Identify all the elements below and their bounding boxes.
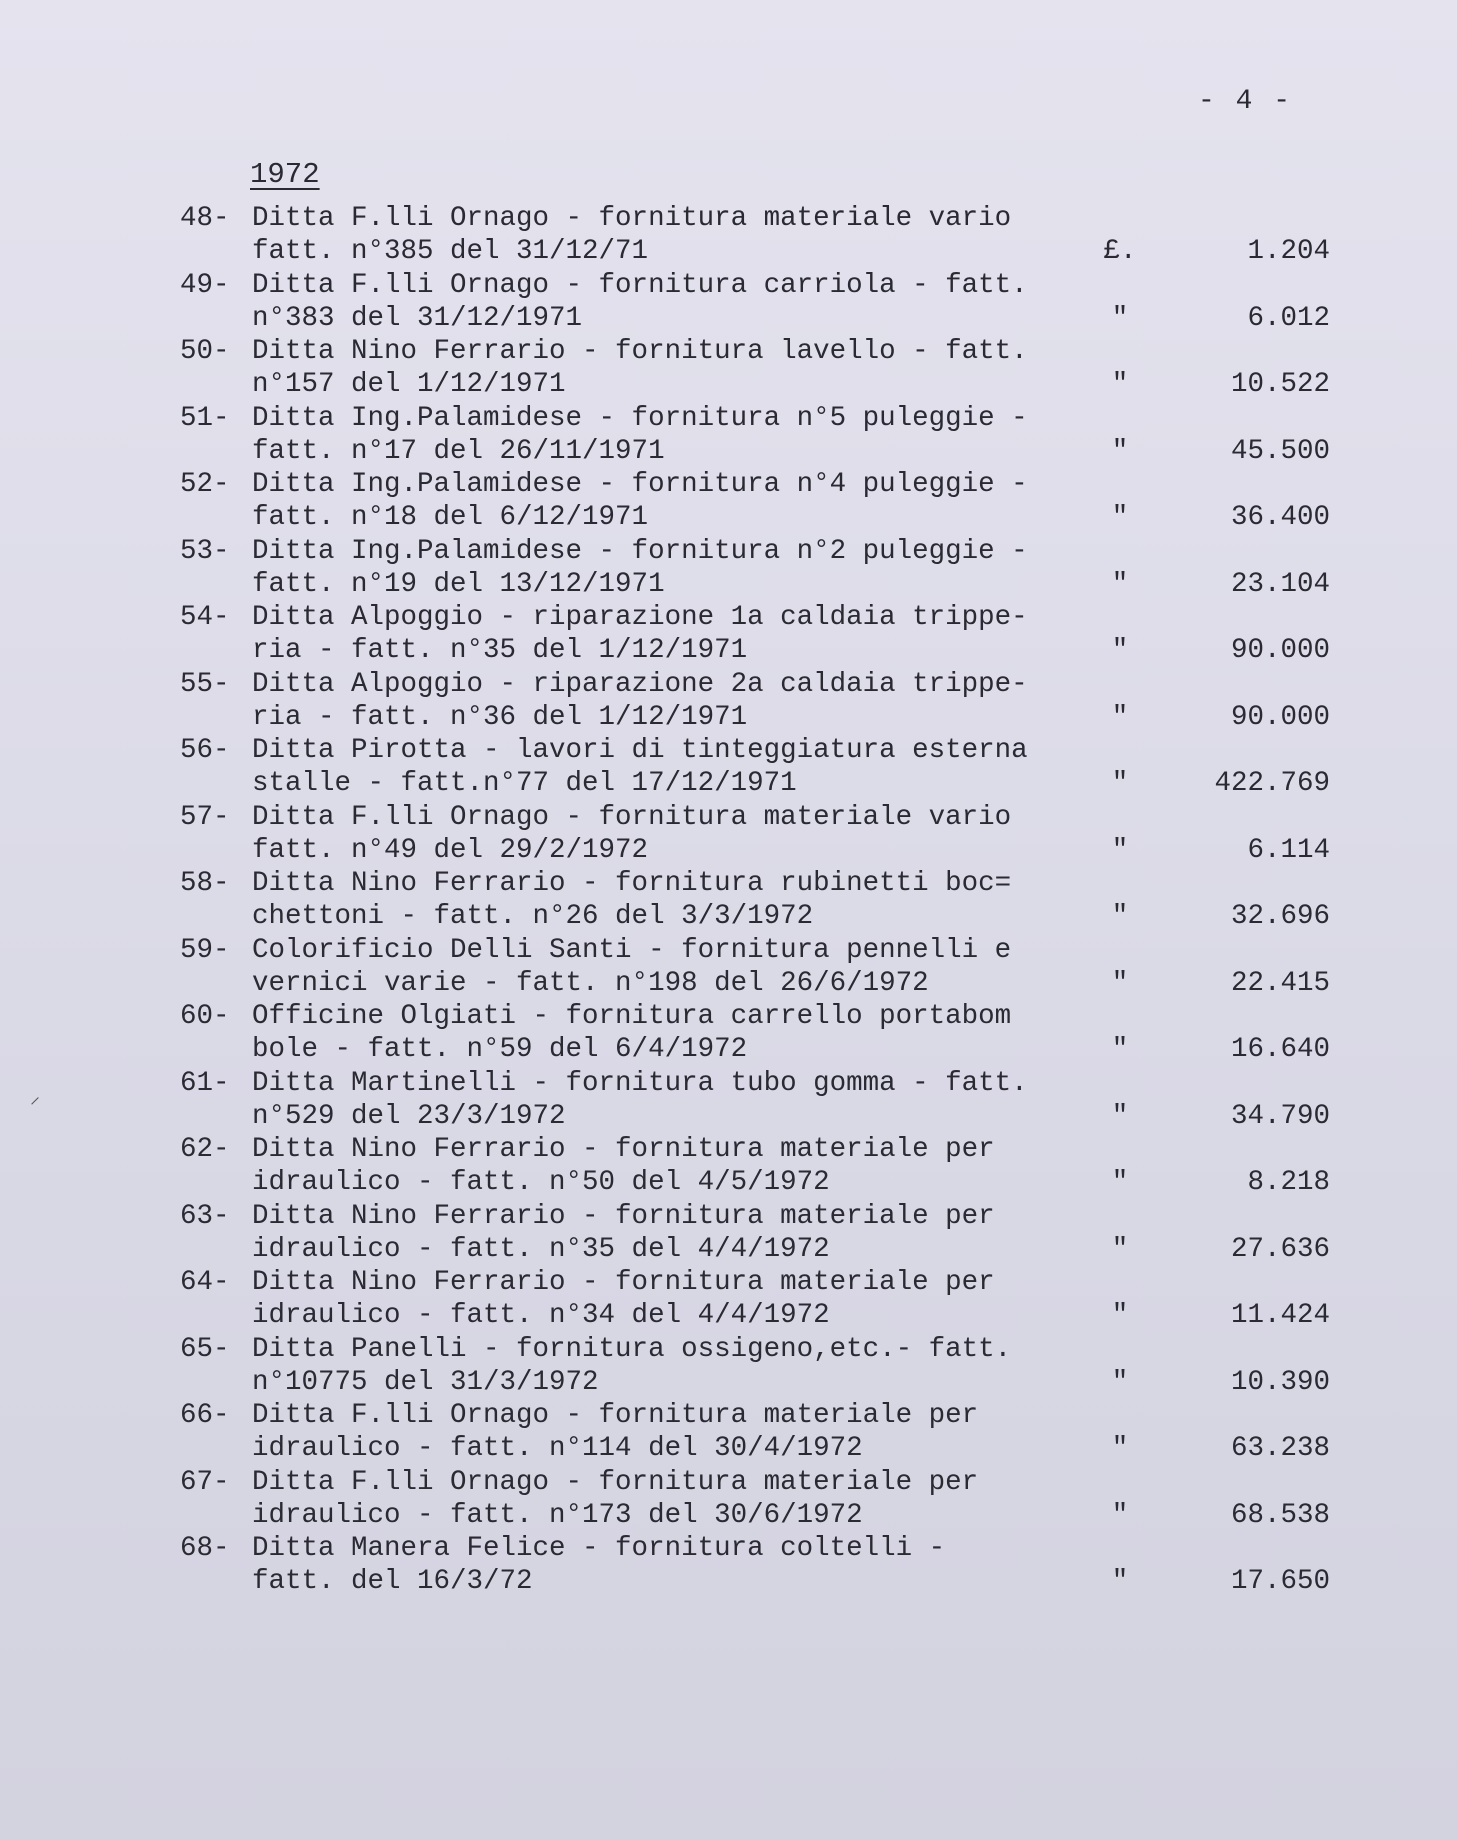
entry-currency: " [1111,901,1129,932]
entry-description [252,202,1052,268]
list-item [180,1200,1330,1267]
entry-amount: 10.522 [1230,369,1330,400]
entry-currency: " [1111,1433,1129,1464]
entry-description [252,1133,1052,1199]
list-item [180,468,1330,535]
entry-description-line: idraulico - fatt. n°114 del 30/4/1972 [252,1433,863,1464]
list-item [180,734,1330,801]
entry-description-line: Ditta F.lli Ornago - fornitura materiale per [252,1400,979,1431]
entry-description-line: ria - fatt. n°36 del 1/12/1971 [252,701,748,733]
entry-number: 68- [180,1533,230,1564]
list-item [180,1067,1330,1134]
entry-description [252,1532,1052,1598]
entry-description-line: n°157 del 1/12/1971 [252,369,566,400]
entry-description [252,269,1052,335]
entry-description [252,1200,1052,1266]
list-item [180,1133,1330,1200]
entry-number: 53- [180,535,230,567]
year-heading: 1972 [250,158,320,191]
entry-amount: 63.238 [1230,1433,1330,1464]
entry-description [252,1000,1052,1066]
entry-currency: " [1111,568,1129,600]
list-item [180,1333,1330,1400]
entries-list [180,202,1330,1599]
entry-description-line: Ditta Nino Ferrario - fornitura rubinetti boc= [252,868,1012,899]
entry-description [252,934,1052,1000]
entry-amount: 90.000 [1230,635,1330,666]
entry-description [252,801,1052,867]
entry-number: 51- [180,402,230,434]
entry-currency: " [1111,834,1129,866]
entry-description [252,402,1052,468]
entry-currency: " [1111,302,1129,334]
entry-currency: " [1111,967,1129,999]
entry-description [252,734,1052,800]
entry-description-line: fatt. del 16/3/72 [252,1566,533,1597]
entry-amount: 23.104 [1230,568,1330,600]
entry-description-line: Ditta Ing.Palamidese - fornitura n°5 puleggie - [252,402,1028,434]
entry-description-line: Ditta Nino Ferrario - fornitura lavello - fatt. [252,336,1028,367]
entry-description [252,668,1052,734]
entry-currency: " [1111,369,1129,400]
entry-number: 54- [180,602,230,633]
list-item [180,1000,1330,1067]
list-item [180,867,1330,934]
list-item [180,1399,1330,1466]
entry-description [252,468,1052,534]
entry-description [252,335,1052,401]
entry-description-line: n°10775 del 31/3/1972 [252,1366,599,1398]
entry-description [252,1266,1052,1332]
entry-description-line: fatt. n°49 del 29/2/1972 [252,834,649,866]
entry-description-line: Ditta F.lli Ornago - fornitura carriola - fatt. [252,269,1028,301]
entry-currency: " [1111,1167,1129,1198]
entry-description-line: Ditta Panelli - fornitura ossigeno,etc.- fatt. [252,1333,1012,1365]
entry-description [252,1333,1052,1399]
margin-mark-icon: ⸝ [30,1087,40,1110]
entry-description-line: chettoni - fatt. n°26 del 3/3/1972 [252,901,814,932]
list-item [180,535,1330,602]
list-item [180,1466,1330,1533]
entry-description-line: Ditta Nino Ferrario - fornitura materiale per [252,1134,995,1165]
entry-description-line: idraulico - fatt. n°50 del 4/5/1972 [252,1167,830,1198]
entry-description-line: Ditta Alpoggio - riparazione 2a caldaia trippe- [252,668,1028,700]
entry-currency: " [1111,435,1129,467]
entry-description-line: Ditta Martinelli - fornitura tubo gomma - fatt. [252,1067,1028,1099]
entry-amount: 422.769 [1214,768,1330,799]
entry-number: 56- [180,735,230,766]
entry-currency: " [1111,635,1129,666]
entry-currency: £. [1103,236,1137,267]
entry-currency: " [1111,701,1129,733]
entry-amount: 32.696 [1230,901,1330,932]
entry-description-line: fatt. n°17 del 26/11/1971 [252,435,665,467]
entry-description-line: n°529 del 23/3/1972 [252,1100,566,1132]
entry-description-line: fatt. n°19 del 13/12/1971 [252,568,665,600]
entry-number: 63- [180,1200,230,1232]
entry-description-line: Ditta Pirotta - lavori di tinteggiatura esterna [252,735,1028,766]
entry-description [252,1466,1052,1532]
entry-description [252,867,1052,933]
entry-description [252,1399,1052,1465]
entry-number: 64- [180,1267,230,1298]
entry-description-line: Ditta F.lli Ornago - fornitura materiale per [252,1466,979,1498]
entry-amount: 6.012 [1247,302,1330,334]
entry-description-line: Ditta Nino Ferrario - fornitura materiale per [252,1200,995,1232]
entry-amount: 17.650 [1230,1566,1330,1597]
list-item [180,202,1330,269]
list-item [180,1532,1330,1599]
entry-amount: 6.114 [1247,834,1330,866]
entry-description [252,535,1052,601]
entry-description-line: Ditta Manera Felice - fornitura coltelli - [252,1533,946,1564]
entry-currency: " [1111,1034,1129,1065]
list-item [180,335,1330,402]
entry-number: 52- [180,469,230,500]
entry-amount: 34.790 [1230,1100,1330,1132]
entry-amount: 90.000 [1230,701,1330,733]
entry-number: 57- [180,801,230,833]
entry-description-line: Ditta F.lli Ornago - fornitura materiale vario [252,801,1012,833]
list-item [180,801,1330,868]
entry-number: 67- [180,1466,230,1498]
entry-description [252,1067,1052,1133]
entry-number: 59- [180,934,230,966]
entry-currency: " [1111,1566,1129,1597]
entry-description-line: bole - fatt. n°59 del 6/4/1972 [252,1034,748,1065]
entry-amount: 16.640 [1230,1034,1330,1065]
entry-description-line: Ditta F.lli Ornago - fornitura materiale vario [252,203,1012,234]
entry-description-line: Ditta Ing.Palamidese - fornitura n°2 puleggie - [252,535,1028,567]
list-item [180,402,1330,469]
entry-description-line: idraulico - fatt. n°34 del 4/4/1972 [252,1300,830,1331]
entry-amount: 68.538 [1230,1499,1330,1531]
list-item [180,934,1330,1001]
entry-amount: 11.424 [1230,1300,1330,1331]
entry-number: 50- [180,336,230,367]
entry-number: 66- [180,1400,230,1431]
entry-currency: " [1111,1233,1129,1265]
entry-amount: 27.636 [1230,1233,1330,1265]
entry-currency: " [1111,502,1129,533]
entry-amount: 1.204 [1247,236,1330,267]
entry-description [252,601,1052,667]
entry-number: 60- [180,1001,230,1032]
entry-number: 62- [180,1134,230,1165]
list-item [180,1266,1330,1333]
entry-description-line: idraulico - fatt. n°173 del 30/6/1972 [252,1499,863,1531]
entry-currency: " [1111,1100,1129,1132]
entry-description-line: n°383 del 31/12/1971 [252,302,583,334]
entry-description-line: fatt. n°385 del 31/12/71 [252,236,649,267]
entry-description-line: stalle - fatt.n°77 del 17/12/1971 [252,768,797,799]
entry-amount: 8.218 [1247,1167,1330,1198]
entry-currency: " [1111,1366,1129,1398]
entry-amount: 36.400 [1230,502,1330,533]
list-item [180,668,1330,735]
entry-description-line: Ditta Ing.Palamidese - fornitura n°4 puleggie - [252,469,1028,500]
entry-description-line: Officine Olgiati - fornitura carrello portabom [252,1001,1012,1032]
entry-number: 49- [180,269,230,301]
entry-number: 61- [180,1067,230,1099]
entry-description-line: Colorificio Delli Santi - fornitura pennelli e [252,934,1012,966]
entry-number: 48- [180,203,230,234]
page-number: - 4 - [1197,86,1292,117]
entry-description-line: fatt. n°18 del 6/12/1971 [252,502,649,533]
entry-amount: 10.390 [1230,1366,1330,1398]
list-item [180,269,1330,336]
entry-description-line: Ditta Nino Ferrario - fornitura materiale per [252,1267,995,1298]
entry-number: 58- [180,868,230,899]
entry-description-line: Ditta Alpoggio - riparazione 1a caldaia trippe- [252,602,1028,633]
entry-currency: " [1111,1300,1129,1331]
list-item [180,601,1330,668]
entry-number: 65- [180,1333,230,1365]
entry-description-line: ria - fatt. n°35 del 1/12/1971 [252,635,748,666]
entry-number: 55- [180,668,230,700]
entry-currency: " [1111,1499,1129,1531]
entry-description-line: vernici varie - fatt. n°198 del 26/6/1972 [252,967,929,999]
entry-amount: 22.415 [1230,967,1330,999]
entry-amount: 45.500 [1230,435,1330,467]
entry-description-line: idraulico - fatt. n°35 del 4/4/1972 [252,1233,830,1265]
entry-currency: " [1111,768,1129,799]
